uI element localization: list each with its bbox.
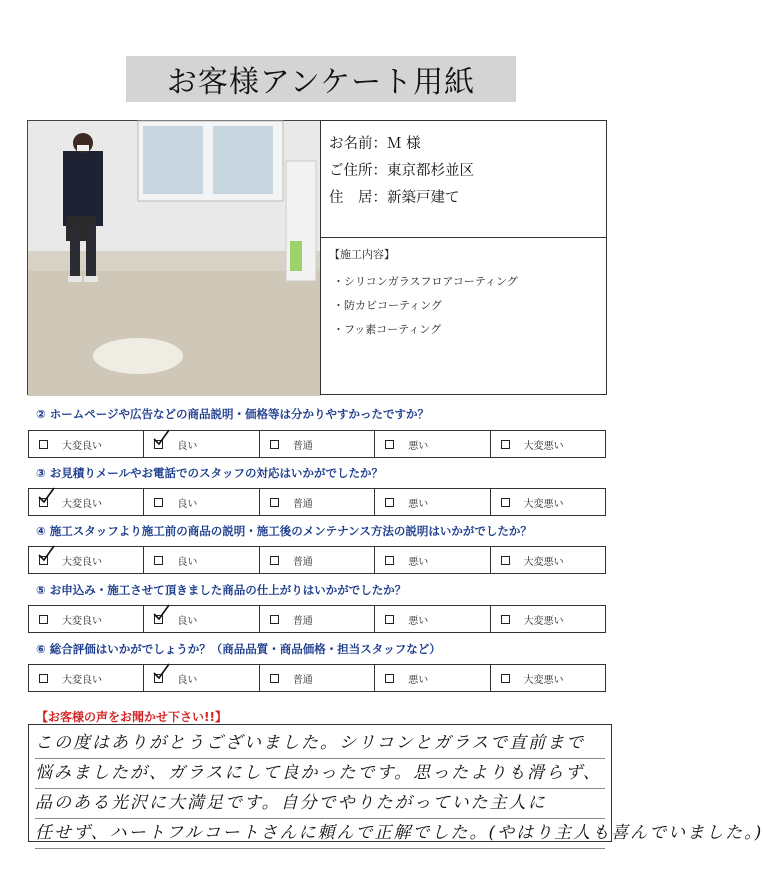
customer-voice-box (28, 724, 763, 843)
customer-name: お名前：Ｍ 様 (329, 136, 421, 152)
option-normal[interactable]: 普通 (260, 665, 375, 691)
checkbox-icon[interactable] (270, 674, 279, 683)
checkbox-icon[interactable] (501, 556, 510, 565)
checkbox-icon[interactable] (385, 498, 394, 507)
option-good[interactable]: 良い (144, 606, 259, 632)
page-title: お客様アンケート用紙 (166, 65, 476, 100)
option-very-bad[interactable]: 大変悪い (491, 489, 605, 515)
check-mark-icon (150, 661, 172, 683)
work-item: ・防カビコーティング (333, 299, 442, 312)
work-details (320, 238, 607, 395)
option-normal[interactable]: 普通 (260, 489, 375, 515)
customer-photo (27, 120, 320, 395)
option-bad[interactable]: 悪い (375, 547, 490, 573)
checkbox-icon[interactable] (39, 615, 48, 624)
voice-heading: 【お客様の声をお聞かせ下さい!!】 (36, 710, 227, 724)
check-mark-icon (35, 485, 57, 507)
rating-row-2 (28, 430, 606, 458)
option-very-bad[interactable]: 大変悪い (491, 606, 605, 632)
check-mark-icon (150, 602, 172, 624)
option-very-good[interactable]: 大変良い (29, 606, 144, 632)
checkbox-icon[interactable] (385, 674, 394, 683)
title-banner (126, 56, 516, 102)
option-very-bad[interactable]: 大変悪い (491, 665, 605, 691)
checkbox-icon[interactable] (501, 674, 510, 683)
option-normal[interactable]: 普通 (260, 606, 375, 632)
customer-info (320, 120, 607, 238)
customer-address: ご住所：東京都杉並区 (329, 163, 474, 179)
checkbox-icon[interactable] (270, 498, 279, 507)
rating-row-3 (28, 488, 606, 516)
voice-line: この度はありがとうございました。シリコンとガラスで直前まで (35, 729, 605, 759)
option-bad[interactable]: 悪い (375, 606, 490, 632)
checkbox-icon[interactable] (154, 556, 163, 565)
option-very-good[interactable]: 大変良い (29, 547, 144, 573)
question-6: ⑥ 総合評価はいかがでしょうか？（商品品質・商品価格・担当スタッフなど） (36, 642, 441, 656)
option-bad[interactable]: 悪い (375, 665, 490, 691)
checkbox-icon[interactable] (39, 440, 48, 449)
customer-residence: 住 居：新築戸建て (329, 190, 460, 206)
option-very-bad[interactable]: 大変悪い (491, 431, 605, 457)
checkbox-icon[interactable] (270, 440, 279, 449)
option-normal[interactable]: 普通 (260, 547, 375, 573)
checkbox-icon[interactable] (39, 674, 48, 683)
checkbox-icon[interactable] (501, 440, 510, 449)
work-item: ・シリコンガラスフロアコーティング (333, 275, 518, 288)
checkbox-icon[interactable] (270, 615, 279, 624)
check-mark-icon (35, 543, 57, 565)
option-good[interactable]: 良い (144, 431, 259, 457)
photo-illustration (28, 121, 321, 396)
option-good[interactable]: 良い (144, 547, 259, 573)
voice-line: 任せず、ハートフルコートさんに頼んで正解でした。(やはり主人も喜んでいました。) (35, 819, 605, 849)
option-good[interactable]: 良い (144, 489, 259, 515)
option-very-good[interactable]: 大変良い (29, 665, 144, 691)
checkbox-icon[interactable] (385, 615, 394, 624)
check-mark-icon (150, 427, 172, 449)
question-3: ③ お見積りメールやお電話でのスタッフの対応はいかがでしたか？ (36, 466, 384, 480)
rating-row-5 (28, 605, 606, 633)
voice-line: 品のある光沢に大満足です。自分でやりたがっていた主人に (35, 789, 605, 819)
option-good[interactable]: 良い (144, 665, 259, 691)
checkbox-icon[interactable] (501, 615, 510, 624)
question-4: ④ 施工スタッフより施工前の商品の説明・施工後のメンテナンス方法の説明はいかがでしたか？ (36, 524, 532, 538)
option-very-bad[interactable]: 大変悪い (491, 547, 605, 573)
checkbox-icon[interactable] (501, 498, 510, 507)
rating-row-4 (28, 546, 606, 574)
checkbox-icon[interactable] (385, 556, 394, 565)
option-bad[interactable]: 悪い (375, 431, 490, 457)
work-item: ・フッ素コーティング (333, 323, 442, 336)
checkbox-icon[interactable] (385, 440, 394, 449)
option-very-good[interactable]: 大変良い (29, 489, 144, 515)
option-very-good[interactable]: 大変良い (29, 431, 144, 457)
checkbox-icon[interactable] (154, 498, 163, 507)
option-normal[interactable]: 普通 (260, 431, 375, 457)
voice-line: 悩みましたが、ガラスにして良かったです。思ったよりも滑らず、 (35, 759, 605, 789)
rating-row-6 (28, 664, 606, 692)
checkbox-icon[interactable] (270, 556, 279, 565)
work-heading: 【施工内容】 (329, 248, 395, 261)
question-2: ② ホームページや広告などの商品説明・価格等は分かりやすかったですか？ (36, 407, 430, 421)
question-5: ⑤ お申込み・施工させて頂きました商品の仕上がりはいかがでしたか？ (36, 583, 407, 597)
option-bad[interactable]: 悪い (375, 489, 490, 515)
